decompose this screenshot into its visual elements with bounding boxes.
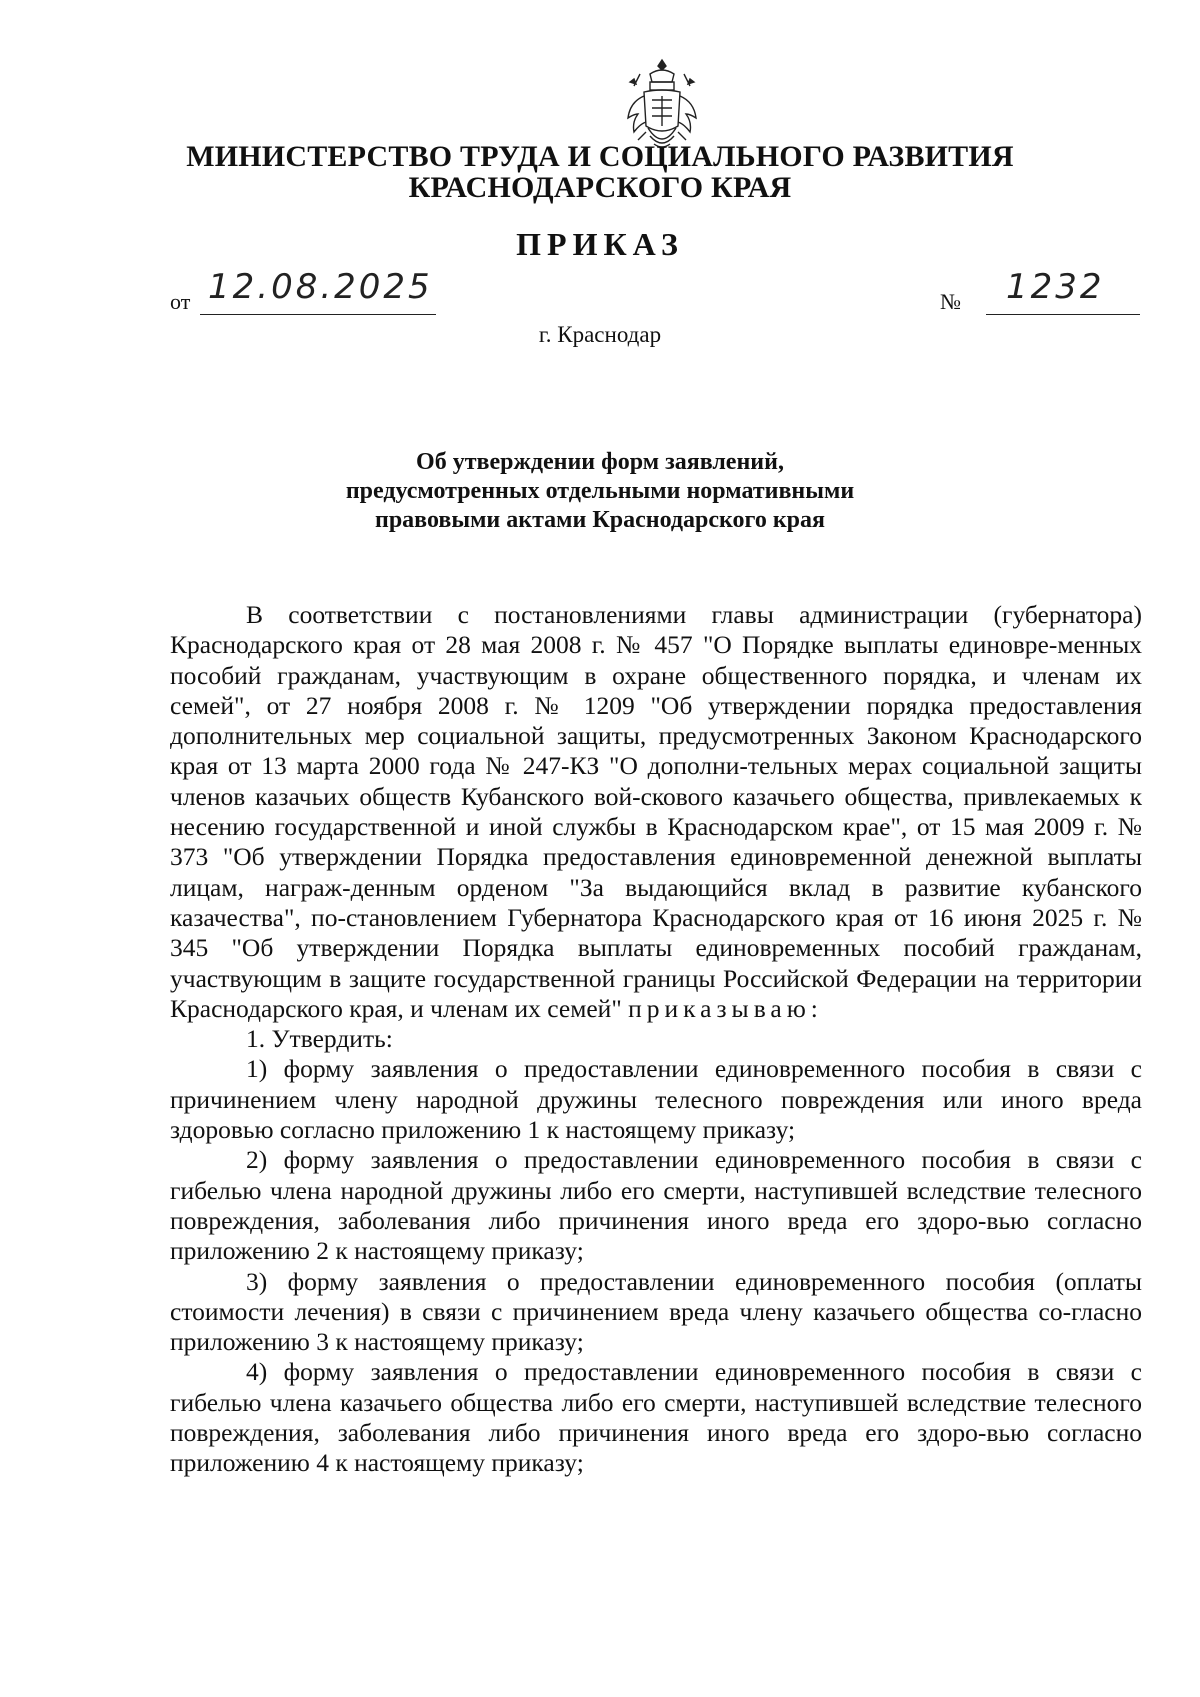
handwritten-date: 12.08.2025 bbox=[208, 267, 433, 307]
document-body bbox=[170, 600, 1142, 1479]
title-line-2: предусмотренных отдельными нормативными bbox=[345, 478, 855, 504]
number-underline bbox=[986, 314, 1140, 315]
subitem-1-paragraph: 1) форму заявления о предоставлении единовременного пособия в связи с причинением члену народной дружины телесного повреждения или иного вреда здоровью согласно приложению 1 к настоящему приказу; bbox=[170, 1054, 1142, 1145]
title-line-3: правовыми актами Краснодарского края bbox=[375, 507, 825, 533]
ministry-name-line-2: КРАСНОДАРСКОГО КРАЯ bbox=[408, 171, 792, 204]
order-number-field bbox=[940, 267, 1140, 315]
subitem-3-paragraph: 3) форму заявления о предоставлении единовременного пособия (оплаты стоимости лечения) в связи с причинением вреда члену казачьего общества со-гласно приложению 3 к настоящему приказу; bbox=[170, 1266, 1142, 1357]
order-verb: приказываю: bbox=[628, 993, 823, 1023]
preamble-text: В соответствии с постановлениями главы администрации (губернатора) Краснодарского края от 28 мая 2008 г. № 457 "О Порядке выплаты единовре-менных пособий гражданам, участвующим в охране общественного порядка, и членам их семей", от 27 ноября 2008 г. № 1209 "Об утверждении порядка предоставления дополнительных мер социальной защиты, предусмотренных Законом Краснодарского края от 13 марта 2000 года № 247-КЗ "О дополни-тельных мерах социальной защиты членов казачьих обществ Кубанского вой-скового казачьего общества, привлекаемых к несению государственной и иной службы в Краснодарском крае", от 15 мая 2009 г. № 373 "Об утверждении Порядка предоставления единовременной денежной выплаты лицам, награж-денным орденом "За выдающийся вклад в развитие кубанского казачества", по-становлением Губернатора Краснодарского края от 16 июня 2025 г. № 345 "Об утверждении Порядка выплаты единовременных пособий гражданам, участвующим в защите государственной границы Российской Федерации на территории Краснодарского края, и членам их семей" bbox=[170, 600, 1142, 1023]
subitem-2-paragraph: 2) форму заявления о предоставлении единовременного пособия в связи с гибелью члена народной дружины либо его смерти, наступившей вследствие телесного повреждения, заболевания либо причинения иного вреда его здоро-вью согласно приложению 2 к настоящему приказу; bbox=[170, 1145, 1142, 1266]
preamble-paragraph bbox=[170, 600, 1142, 1024]
order-date-field bbox=[170, 267, 440, 315]
city-line: г. Краснодар bbox=[538, 322, 662, 347]
date-underline bbox=[200, 314, 436, 315]
item-1-paragraph: 1. Утвердить: bbox=[246, 1024, 393, 1054]
title-line-1: Об утверждении форм заявлений, bbox=[416, 449, 784, 475]
document-title bbox=[0, 448, 1200, 535]
number-prefix: № bbox=[940, 289, 961, 314]
date-prefix: от bbox=[170, 289, 191, 314]
ministry-name-line-1: МИНИСТЕРСТВО ТРУДА И СОЦИАЛЬНОГО РАЗВИТИЯ bbox=[186, 140, 1014, 173]
subitem-4-paragraph: 4) форму заявления о предоставлении единовременного пособия в связи с гибелью члена казачьего общества либо его смерти, наступившей вследствие телесного повреждения, заболевания либо причинения иного вреда его здоро-вью согласно приложению 4 к настоящему приказу; bbox=[170, 1357, 1142, 1478]
handwritten-number: 1232 bbox=[1006, 267, 1105, 307]
document-type-heading: ПРИКАЗ bbox=[516, 226, 684, 262]
